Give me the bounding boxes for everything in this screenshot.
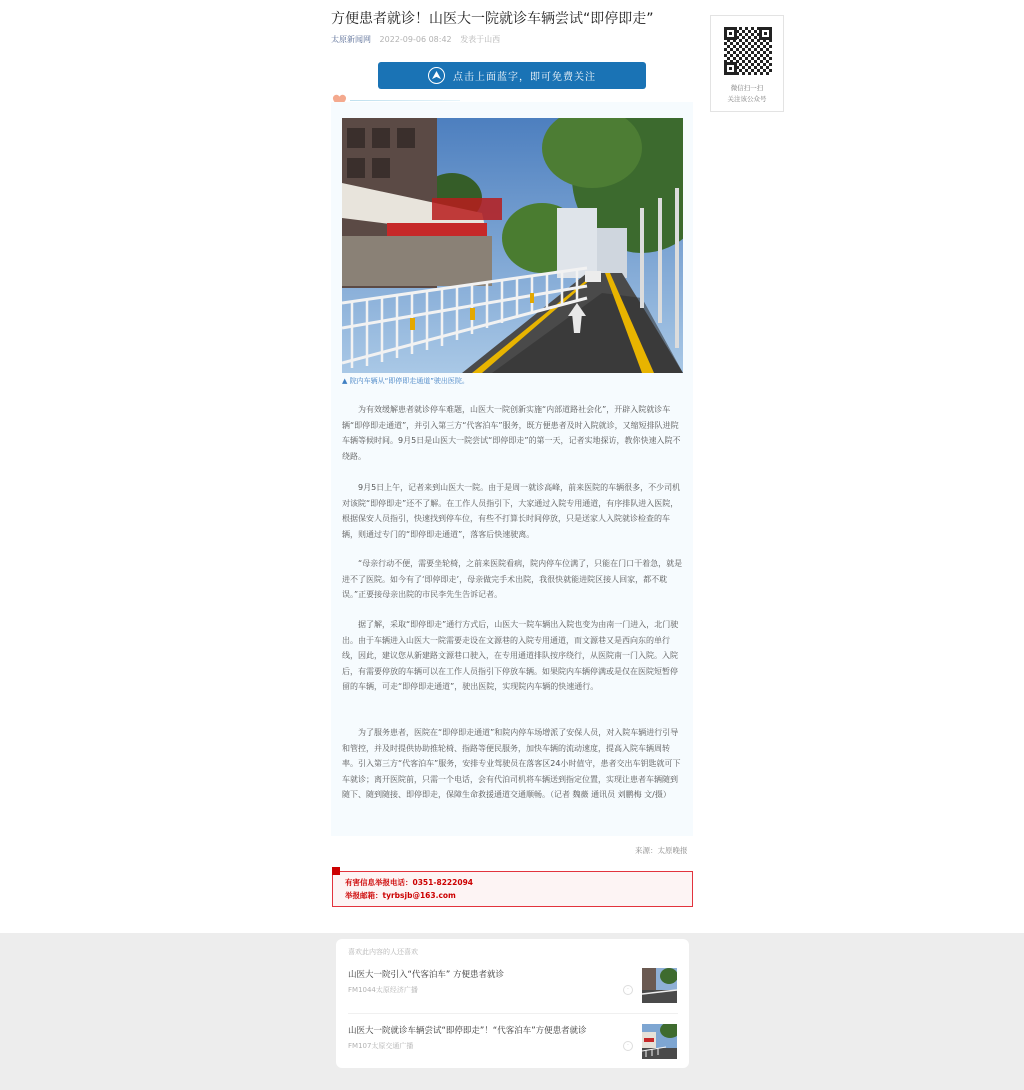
more-options-icon[interactable]: · — [623, 985, 633, 995]
publish-datetime: 2022-09-06 08:42 — [379, 35, 452, 44]
article-photo[interactable] — [342, 118, 683, 373]
qr-caption-line1: 微信扫一扫 — [730, 84, 764, 92]
article-paragraph-4: 据了解，采取“即停即走”通行方式后，山医大一院车辆出入院也变为由南一门进入，北门驶出。由于车辆进入山医大一院需要走设在文源巷的入院专用通道，而文源巷又是西向东的单行线，因此，建议您从新建路文源巷口驶入，在专用通道排队按序绕行，从医院南一门入院。入院后，有需要停放的车辆可以在工作人员指引下停放车辆。如果院内车辆停满或是仅在医院短暂停留的车辆，可走“即停即走通道”，驶出医院，实现院内车辆的快速通行。 — [342, 620, 679, 691]
report-info-box — [332, 871, 693, 907]
qr-code-card — [710, 15, 784, 112]
article-paragraph-2: 9月5日上午，记者来到山医大一院。由于是周一就诊高峰，前来医院的车辆很多，不少司机对该院“即停即走”还不了解。在工作人员指引下，大家通过入院专用通道，有序排队进入医院，根据保安人员指引，快速找到停车位，有些不打算长时间停放，只是送家人入院就诊检查的车辆，则通过专门的“即停即走通道”，落客后快速驶离。 — [342, 483, 681, 539]
follow-banner[interactable] — [378, 62, 646, 89]
report-email[interactable]: 举报邮箱：tyrbsjb@163.com — [345, 891, 456, 900]
recommend-header: 喜欢此内容的人还喜欢 — [348, 948, 418, 956]
recommend-item[interactable] — [348, 1024, 678, 1068]
recommend-item-source: FM107太原交通广播 — [348, 1042, 414, 1050]
recommend-item-thumbnail[interactable] — [642, 1024, 677, 1059]
red-square-marker — [332, 867, 340, 875]
recommend-item[interactable] — [348, 968, 678, 1012]
article-paragraph-3: “母亲行动不便，需要坐轮椅，之前来医院看病，院内停车位满了，只能在门口干着急，就是进不了医院。如今有了‘即停即走’，母亲做完手术出院，我很快就能进院区接人回家，都不耽误。”正要接母亲出院的市民李先生告诉记者。 — [342, 559, 683, 599]
account-name-link[interactable]: 太原新闻网 — [331, 35, 371, 44]
article-title: 方便患者就诊！山医大一院就诊车辆尝试“即停即走” — [331, 11, 654, 27]
recommend-divider — [348, 1013, 678, 1014]
recommend-item-source: FM1044太原经济广播 — [348, 986, 418, 994]
publish-location: 发表于山西 — [460, 35, 501, 44]
photo-caption: ▲ 院内车辆从“即停即走通道”驶出医院。 — [342, 377, 469, 385]
recommend-item-thumbnail[interactable] — [642, 968, 677, 1003]
recommend-card — [336, 939, 689, 1068]
article-meta — [331, 34, 506, 45]
report-phone: 有害信息举报电话：0351-8222094 — [345, 878, 474, 887]
recommend-item-title[interactable]: 山医大一院引入“代客泊车” 方便患者就诊 — [348, 970, 505, 980]
article-paragraph-1: 为有效缓解患者就诊停车难题，山医大一院创新实施“内部道路社会化”，开辟入院就诊车辆“即停即走通道”，并引入第三方“代客泊车”服务，既方便患者及时入院就诊，又缩短排队进院车辆等候时间。9月5日是山医大一院尝试“即停即走”的第一天，记者实地探访，教你快速入院不绕路。 — [342, 405, 681, 461]
recommend-item-title[interactable]: 山医大一院就诊车辆尝试“即停即走”！“代客泊车”方便患者就诊 — [348, 1026, 587, 1036]
decorative-divider — [350, 100, 460, 101]
arrow-up-circle-icon — [428, 67, 445, 84]
article-paragraph-5: 为了服务患者，医院在“即停即走通道”和院内停车场增派了安保人员，对入院车辆进行引导和管控，并及时提供协助推轮椅、指路等便民服务，加快车辆的流动速度，提高入院车辆周转率。引入第三方“代客泊车”服务，安排专业驾驶员在落客区24小时值守，患者交出车钥匙就可下车就诊；离开医院前，只需一个电话，会有代泊司机将车辆送到指定位置，实现让患者车辆随到随下、随到随接、即停即走，保障生命救援通道交通顺畅。（记者 魏薇 通讯员 刘鹏梅 文/摄） — [342, 728, 681, 799]
article-source: 来源：太原晚报 — [635, 846, 688, 855]
more-options-icon[interactable]: · — [623, 1041, 633, 1051]
qr-caption-line2: 关注该公众号 — [727, 95, 767, 103]
qr-code-icon[interactable] — [724, 27, 772, 75]
follow-banner-text: 点击上面蓝字，即可免费关注 — [453, 72, 596, 83]
